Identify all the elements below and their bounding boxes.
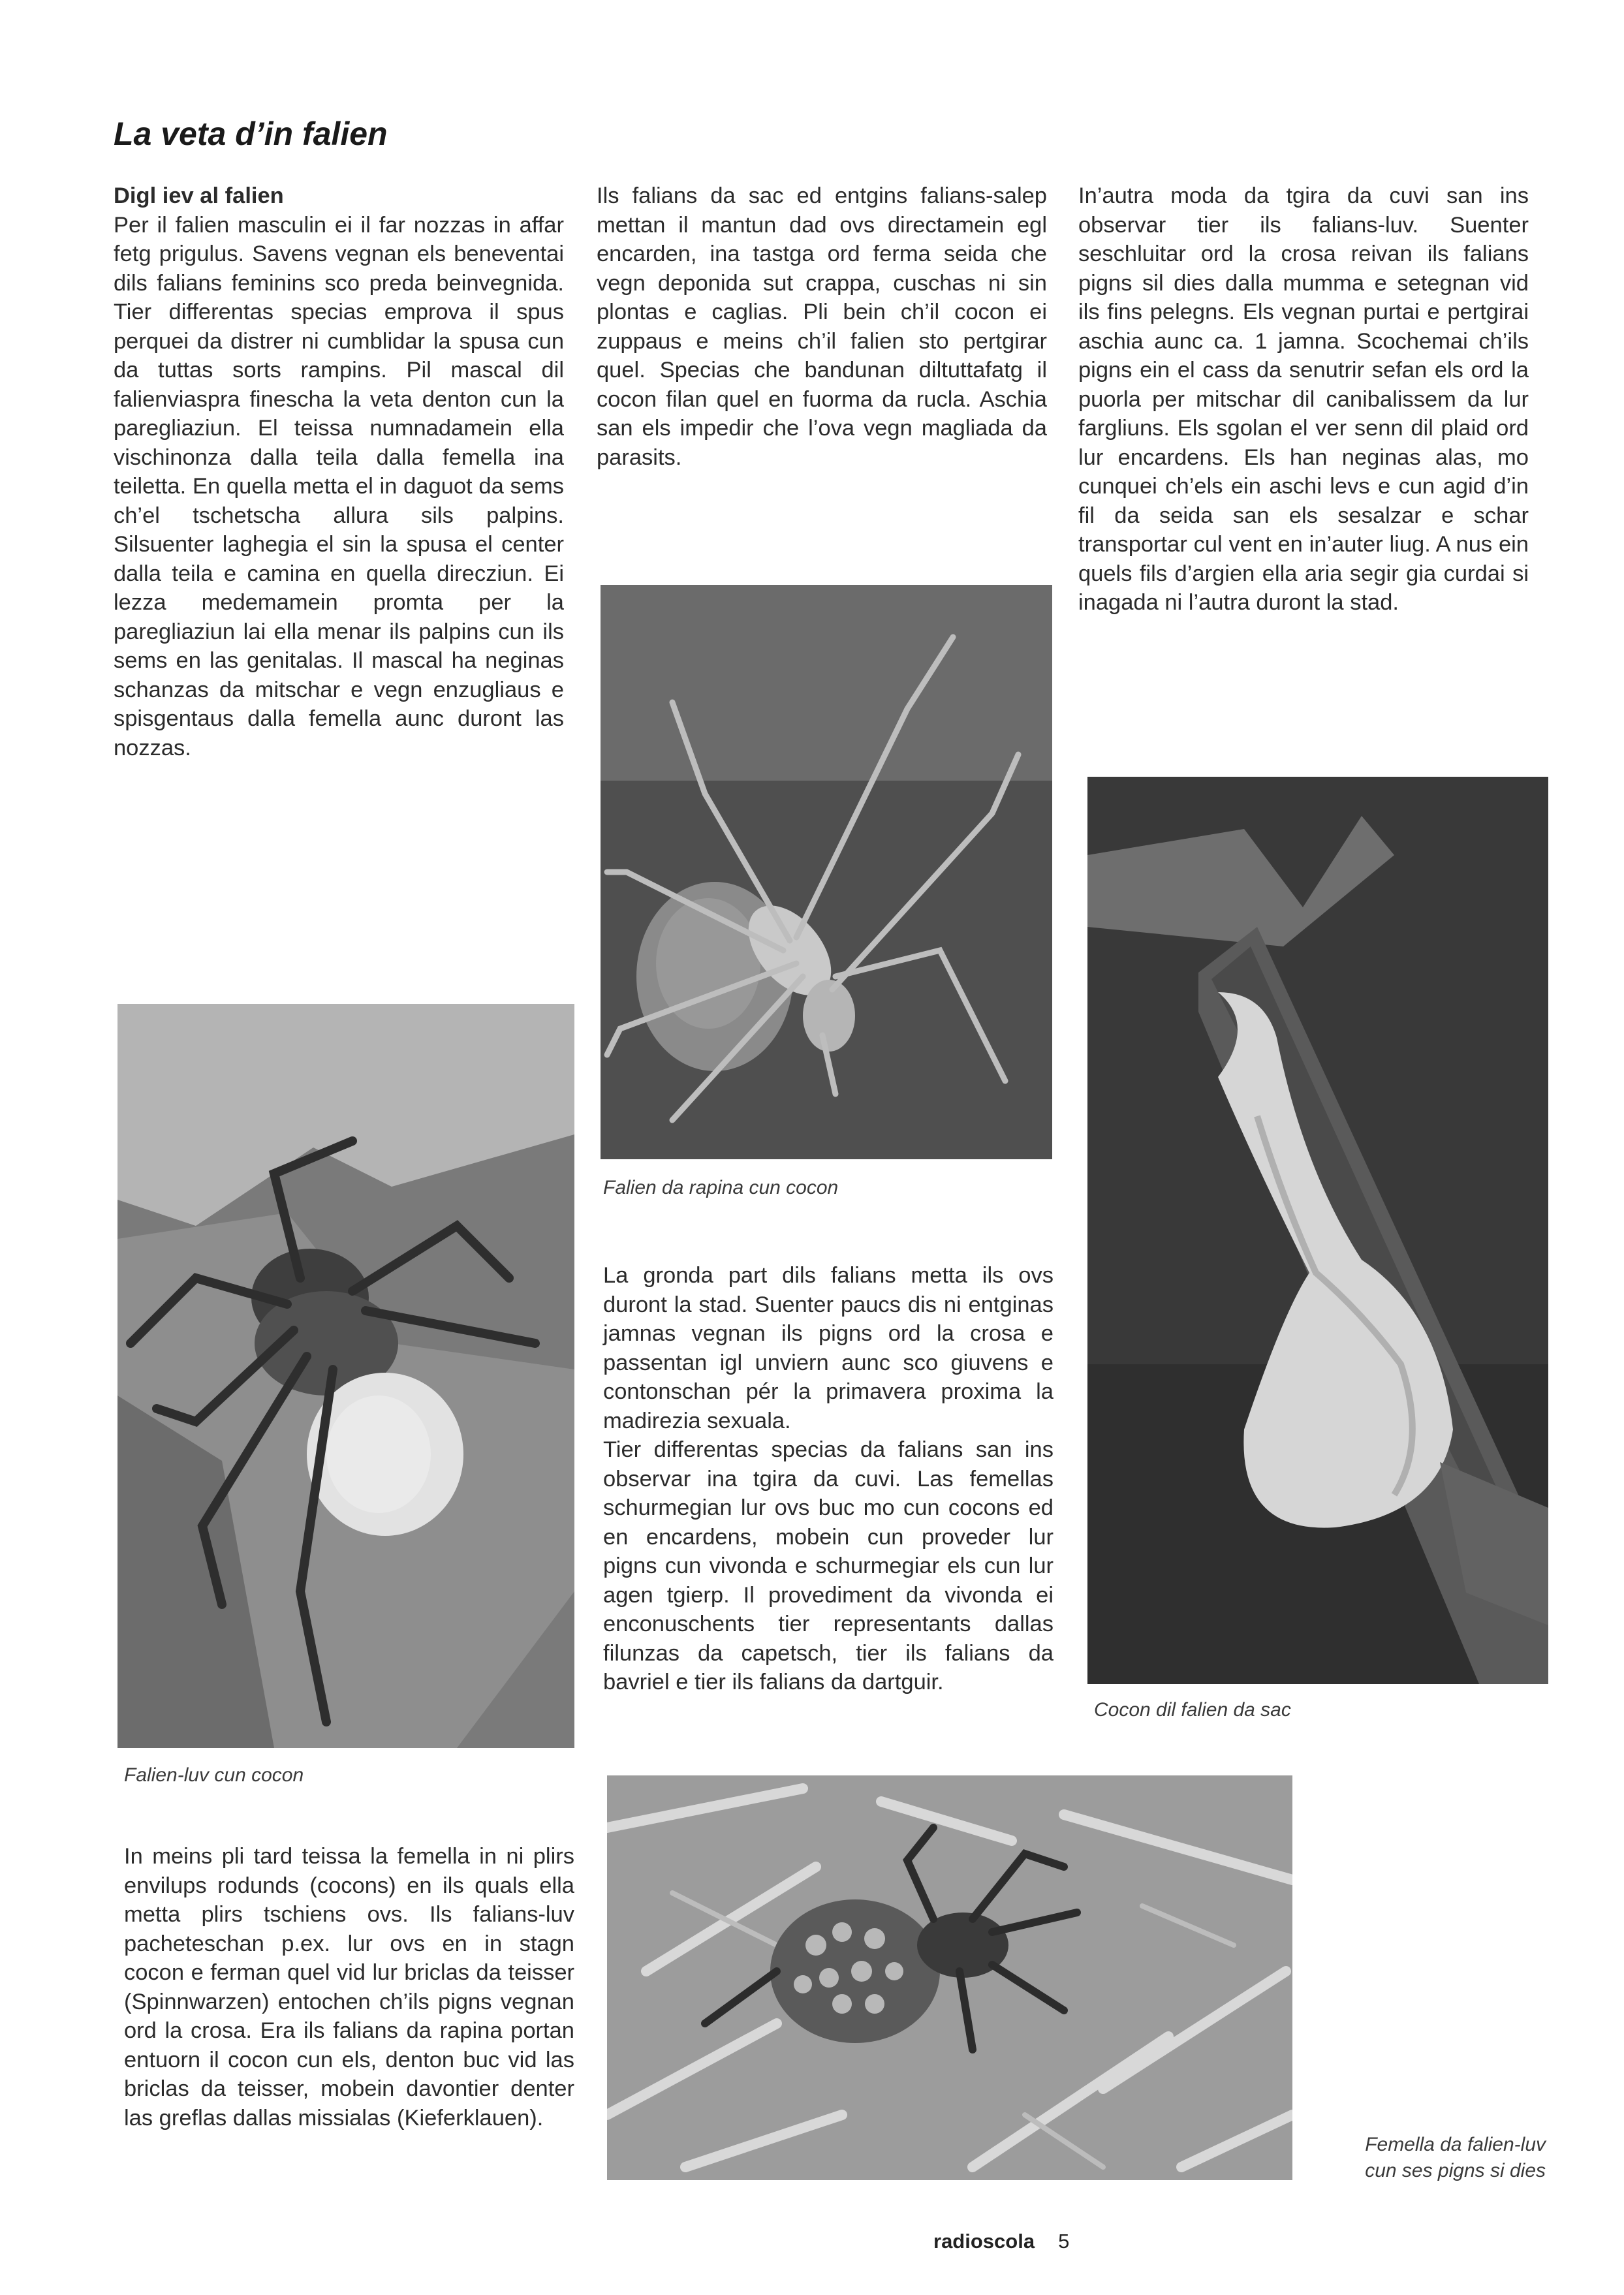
column-left [114, 181, 564, 762]
column-right [1078, 181, 1529, 617]
bottom-text-block [124, 1842, 574, 2132]
caption-wolf-spider-young-1: Femella da falien-luv [1365, 2134, 1546, 2155]
middle-text-paragraph-1: La gronda part dils falians metta ils ovs duront la stad. Suenter paucs dis ni entginas jamnas vegnan ils pigns ord la crosa e passentan igl unviern aunc sco giuvens e contonschan pér la primavera proxima la madirezia sexuala. [603, 1263, 1054, 1433]
caption-wolf-spider-young-2: cun ses pigns si dies [1365, 2160, 1546, 2181]
sac-cocoon-illustration [1087, 777, 1548, 1684]
magazine-name: radioscola [933, 2230, 1035, 2253]
bottom-text-paragraph: In meins pli tard teissa la femella in ni plirs envilups rodunds (cocons) en ils quals ella metta plirs tschiens ovs. Ils falians-luv pacheteschan p.ex. lur ovs en in stagn cocon e ferman quel vid lur briclas da teisser (Spinnwarzen) entochen ch’ils pigns vegnan ord la crosa. Era ils falians da rapina portan entuorn il cocon cun els, denton buc vid las briclas da teisser, mobein davontier denter las greflas dallas missialas (Kieferklauen). [124, 1844, 574, 2131]
caption-sac-cocoon: Cocon dil falien da sac [1094, 1699, 1291, 1721]
column-middle [597, 181, 1047, 472]
page-title: La veta d’in falien [114, 116, 388, 152]
raft-spider-illustration [601, 585, 1052, 1159]
caption-raft-spider: Falien da rapina cun cocon [603, 1177, 839, 1198]
wolf-spider-illustration [117, 1004, 574, 1748]
photo-wolf-spider-with-cocoon [117, 1004, 574, 1748]
caption-wolf-spider: Falien-luv cun cocon [124, 1764, 304, 1786]
middle-text-paragraph-2: Tier differentas specias da falians san ins observar ina tgira da cuvi. Las femellas schurmegian lur ovs buc mo cun cocons ed en encardens, mobein cun proveder lur pigns cun vivonda e schurmegiar els cun lur agen tgierp. Il provediment da vivonda ei enconuschents tier representants dallas filunzas da capetsch, tier ils falians da bavriel e tier ils falians da dartguir. [603, 1437, 1054, 1694]
page-footer [933, 2230, 1069, 2253]
column-middle-text: Ils falians da sac ed entgins falians-salep mettan il mantun dad ovs directamein egl encarden, ina tastga ord ferma seida che vegn deponida sut crappa, cuschas ni sin plontas e caglias. Pli bein ch’il cocon ei zuppaus e meins ch’il falien sto pertgirar quel. Specias che bandunan diltuttafatg il cocon filan quel en fuorma da rucla. Aschia san els impedir che l’ova vegn magliada da parasits. [597, 183, 1047, 470]
page-number: 5 [1058, 2230, 1070, 2253]
column-left-text: Per il falien masculin ei il far nozzas in affar fetg prigulus. Savens vegnan els beneventai dils falians feminins sco preda beinvegnida. Tier differentas specias emprova il spus perquei da distrer ni cumblidar la spusa cun da tuttas sorts rampins. Pil mascal dil falienviaspra finescha la veta denton cun la paregliaziun. El teissa numnadamein ella vischinonza dalla teila dalla femella ina teiletta. En quella metta el in daguot da sems ch’el tschetscha allura sils palpins. Silsuenter laghegia el sin la spusa el center dalla teila e camina en quella direcziun. Ei lezza medemamein promta per la paregliaziun lai ella menar ils palpins cun ils sems en las genitalas. Il mascal ha neginas schanzas da mitschar e vegn enzugliaus e spisgentaus dalla femella aunc duront las nozzas. [114, 212, 564, 760]
wolf-spider-young-illustration [607, 1775, 1292, 2180]
middle-text-block [603, 1261, 1054, 1697]
section-heading: Digl iev al falien [114, 183, 284, 208]
photo-raft-spider-with-cocoon [601, 585, 1052, 1159]
photo-wolf-spider-with-young [607, 1775, 1292, 2180]
photo-sac-spider-cocoon [1087, 777, 1548, 1684]
column-right-text: In’autra moda da tgira da cuvi san ins observar tier ils falians-luv. Suenter seschluitar ord la crosa reivan ils falians pigns sil dies dalla mumma e setegnan vid ils fins pelegns. Els vegnan purtai e pertgirai aschia aunc ca. 1 jamna. Scochemai ch’ils pigns ein el cass da senutrir sefan els ord la puorla per mitschar dil canibalissem da lur fargliuns. Els sgolan el ver senn dil plaid ord lur encardens. Els han neginas alas, mo cunquei ch’els ein aschi levs e cun agid d’in fil da seida san els sesalzar e schar transportar cul vent en in’auter liug. A nus ein quels fils d’argien ella aria segir gia curdai si inagada ni l’autra duront la stad. [1078, 183, 1529, 615]
